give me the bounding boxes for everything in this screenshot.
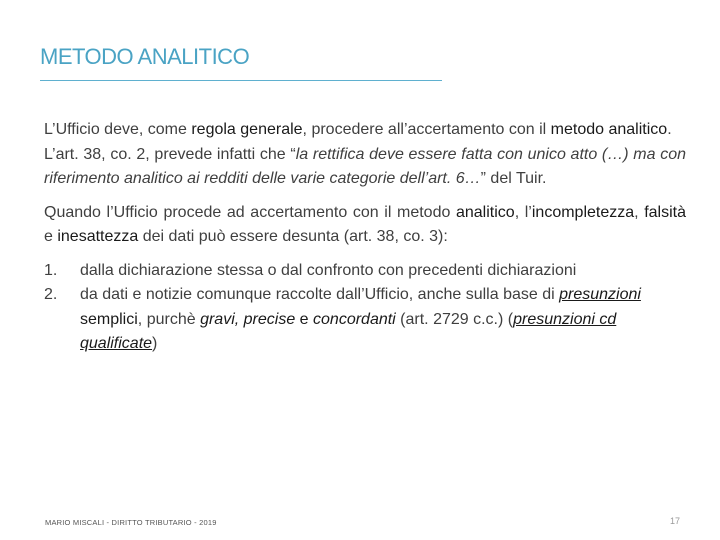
presunzioni-qualificate-term: presunzioni cd qualificate [80, 310, 617, 352]
art-38-quotation: la rettifica deve essere fatta con unico atto (…) ma con riferimento analitico ai redditi delle varie categorie dell’art. 6… [44, 145, 687, 187]
incompletezza-term: incompletezza [531, 203, 635, 221]
p2-text: L’art. 38, co. 2, prevede infatti che “ [44, 145, 296, 163]
p3-text-2: , l’ [514, 203, 532, 221]
paragraph-art-38-quote [44, 143, 686, 192]
p3-text: Quando l’Ufficio procede ad accertamento con il metodo [44, 203, 456, 221]
metodo-analitico-term: metodo analitico [550, 121, 668, 138]
list-item-text: da dati e notizie comunque raccolte dall’Ufficio, anche sulla base di [80, 286, 560, 303]
list-item-text: dalla dichiarazione stessa o dal confronto con precedenti dichiarazioni [80, 261, 577, 279]
list-item-text-2: , purchè [137, 310, 201, 328]
p2-text-2: ” del Tuir. [480, 170, 547, 187]
paragraph-general-rule [44, 118, 686, 143]
gravi-precise-term: gravi, precise [200, 310, 296, 328]
list-item [44, 259, 686, 284]
slide-body [44, 118, 686, 357]
p1-text-2: , procedere all’accertamento con il [302, 121, 551, 138]
falsita-term: falsità [644, 203, 686, 221]
p1-text-3: . [667, 121, 672, 138]
slide-title: METODO ANALITICO [40, 44, 250, 69]
list-number: 1. [44, 261, 58, 279]
list-item [44, 283, 686, 357]
p3-text-5: dei dati può essere desunta (art. 38, co. 3): [138, 228, 448, 245]
semplici-term: semplici [80, 310, 138, 328]
p1-text: L’Ufficio deve, come [44, 121, 192, 138]
paragraph-analitico [44, 201, 686, 250]
analitico-term: analitico [455, 203, 515, 221]
p3-text-3: , [634, 203, 645, 221]
list-item-text-5: ) [152, 335, 158, 352]
concordanti-term: concordanti [313, 310, 396, 328]
footer-author: MARIO MISCALI - DIRITTO TRIBUTARIO - 2019 [45, 518, 217, 527]
page-number: 17 [669, 516, 680, 526]
p3-text-4: e [44, 228, 58, 245]
title-underline [40, 80, 442, 81]
numbered-list [44, 259, 686, 357]
list-item-text-4: (art. 2729 c.c.) ( [395, 310, 514, 328]
regola-generale-term: regola generale [191, 121, 303, 138]
inesattezza-term: inesattezza [57, 228, 139, 245]
presunzioni-term: presunzioni [559, 286, 641, 303]
list-item-text-3: e [295, 310, 314, 328]
list-number: 2. [44, 286, 58, 303]
